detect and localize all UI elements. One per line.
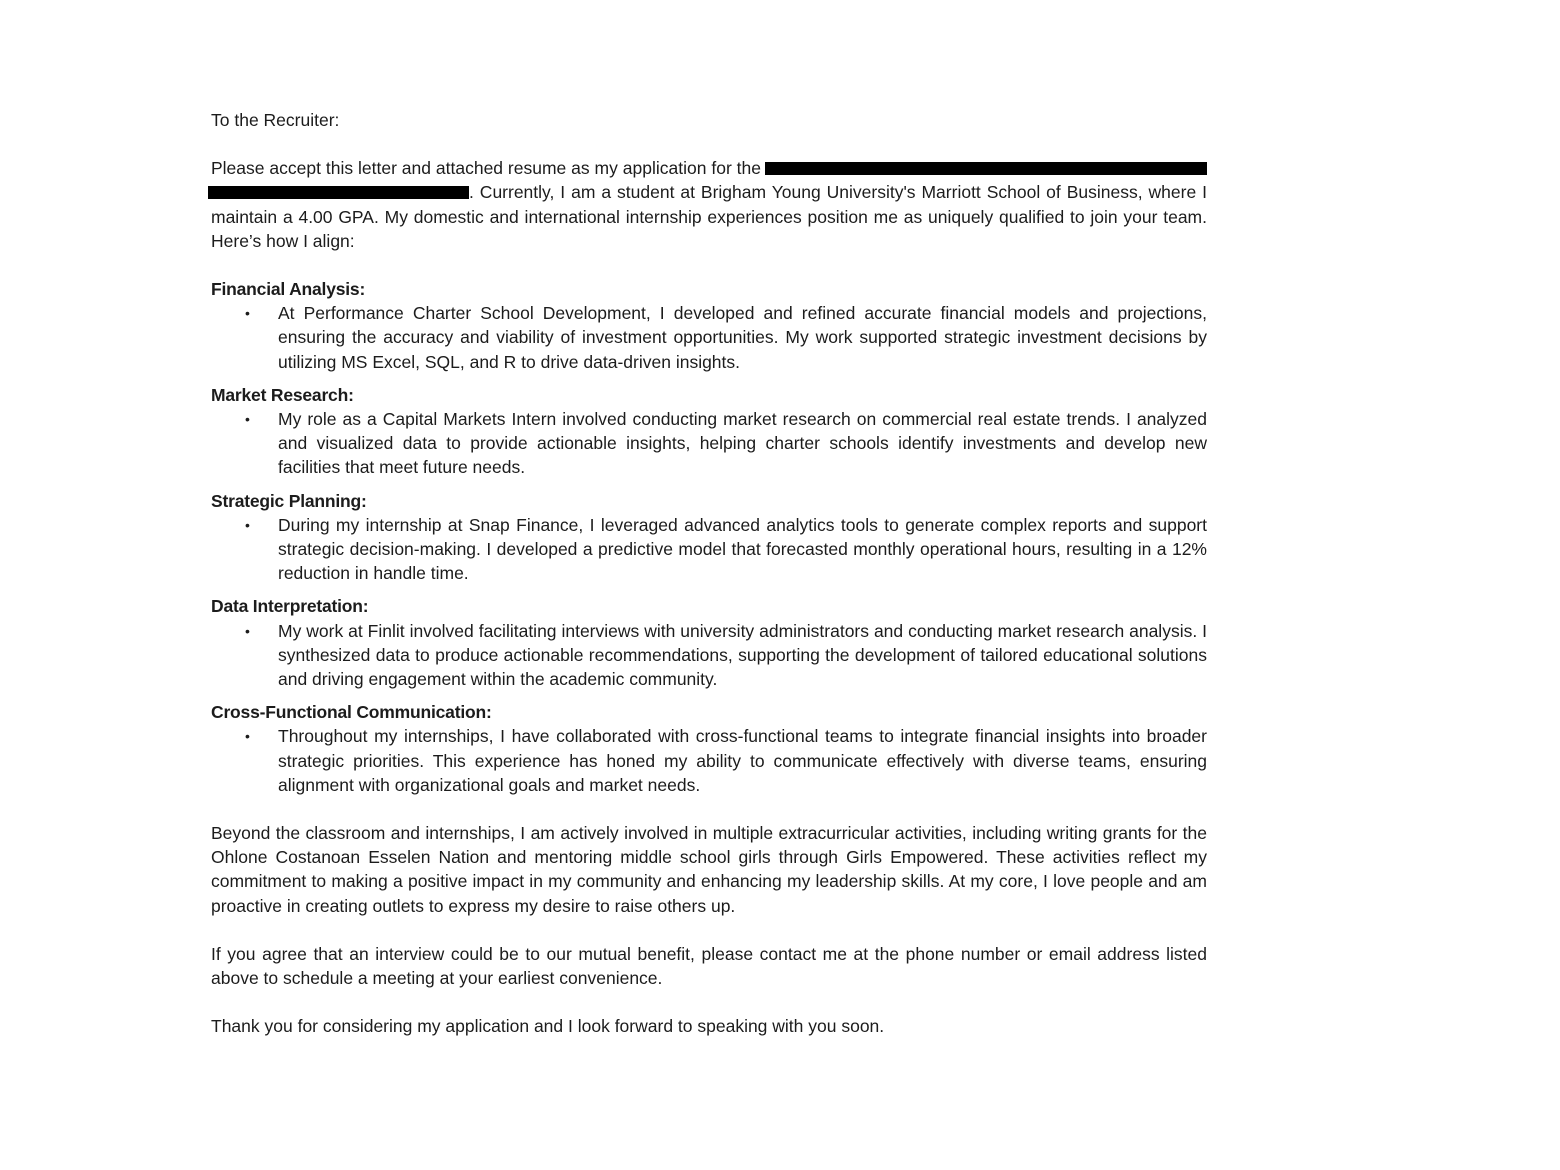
extracurricular-paragraph: Beyond the classroom and internships, I am actively involved in multiple extracurricular activities, including writing grants for the Ohlone Costanoan Esselen Nation and mentoring middle school girls through Girls Empowered. These activities reflect my commitment to making a positive impact in my community and enhancing my leadership skills. At my core, I love people and am proactive in creating outlets to express my desire to raise others up. — [211, 823, 1207, 916]
bullet-icon: • — [245, 728, 250, 745]
bullet-text: My role as a Capital Markets Intern involved conducting market research on commercial real estate trends. I analyzed and visualized data to provide actionable insights, helping charter schools identify investments and develop new facilities that meet future needs. — [278, 409, 1207, 478]
spacer — [211, 374, 1207, 383]
bullet-item — [211, 619, 1207, 692]
bullet-text: At Performance Charter School Development, I developed and refined accurate financial models and projections, ensuring the accuracy and viability of investment opportunities. My work supported strategic investment decisions by utilizing MS Excel, SQL, and R to drive data-driven insights. — [278, 303, 1207, 372]
bullet-text: My work at Finlit involved facilitating interviews with university administrators and conducting market research analysis. I synthesized data to produce actionable recommendations, supporting the development of tailored educational solutions and driving engagement within the academic community. — [278, 620, 1207, 690]
bullet-icon: • — [245, 305, 250, 322]
cover-letter — [211, 108, 1207, 1039]
spacer — [211, 691, 1207, 700]
spacer — [211, 918, 1207, 942]
intro-continuation: . Currently, I am a student at Brigham Young University's Marriott School of Business, where I maintain a 4.00 GPA. My domestic and international internship experiences position me as uniquely qualified to join your team. Here’s how I align: — [211, 182, 1207, 251]
closing-request-paragraph: If you agree that an interview could be to our mutual benefit, please contact me at the phone number or email address listed above to schedule a meeting at your earliest convenience. — [211, 943, 1207, 989]
redaction-bar — [765, 162, 1207, 175]
spacer — [211, 253, 1207, 277]
skills-section — [211, 277, 1207, 797]
intro-lead: Please accept this letter and attached resume as my application for the — [211, 158, 761, 179]
intro-paragraph — [211, 156, 1207, 253]
skill-block-data-interpretation — [211, 594, 1207, 691]
skill-block-cross-functional-communication — [211, 700, 1207, 797]
section-heading: Cross-Functional Communication: — [211, 702, 492, 723]
spacer — [211, 585, 1207, 594]
bullet-item — [211, 301, 1207, 374]
skill-block-market-research — [211, 383, 1207, 480]
section-heading: Market Research: — [211, 384, 354, 405]
skill-block-strategic-planning — [211, 489, 1207, 586]
redaction-bar — [208, 186, 469, 199]
bullet-icon: • — [245, 516, 250, 533]
section-heading: Strategic Planning: — [211, 490, 367, 511]
spacer — [211, 132, 1207, 156]
bullet-icon: • — [245, 411, 250, 428]
bullet-item — [211, 407, 1207, 480]
thank-you-line: Thank you for considering my application and I look forward to speaking with you soon. — [211, 1016, 885, 1037]
section-heading: Data Interpretation: — [211, 596, 369, 617]
bullet-item — [211, 724, 1207, 797]
spacer — [211, 480, 1207, 489]
salutation: To the Recruiter: — [211, 110, 340, 130]
skill-block-financial-analysis — [211, 277, 1207, 374]
spacer — [211, 990, 1207, 1014]
section-heading: Financial Analysis: — [211, 279, 366, 300]
bullet-text: During my internship at Snap Finance, I leveraged advanced analytics tools to generate complex reports and support strategic decision-making. I developed a predictive model that forecasted monthly operational hours, resulting in a 12% reduction in handle time. — [278, 514, 1207, 584]
bullet-icon: • — [245, 622, 250, 639]
spacer — [211, 797, 1207, 821]
bullet-item — [211, 513, 1207, 586]
bullet-text: Throughout my internships, I have collaborated with cross-functional teams to integrate financial insights into broader strategic priorities. This experience has honed my ability to communicate effectively with diverse teams, ensuring alignment with organizational goals and market needs. — [278, 726, 1207, 795]
